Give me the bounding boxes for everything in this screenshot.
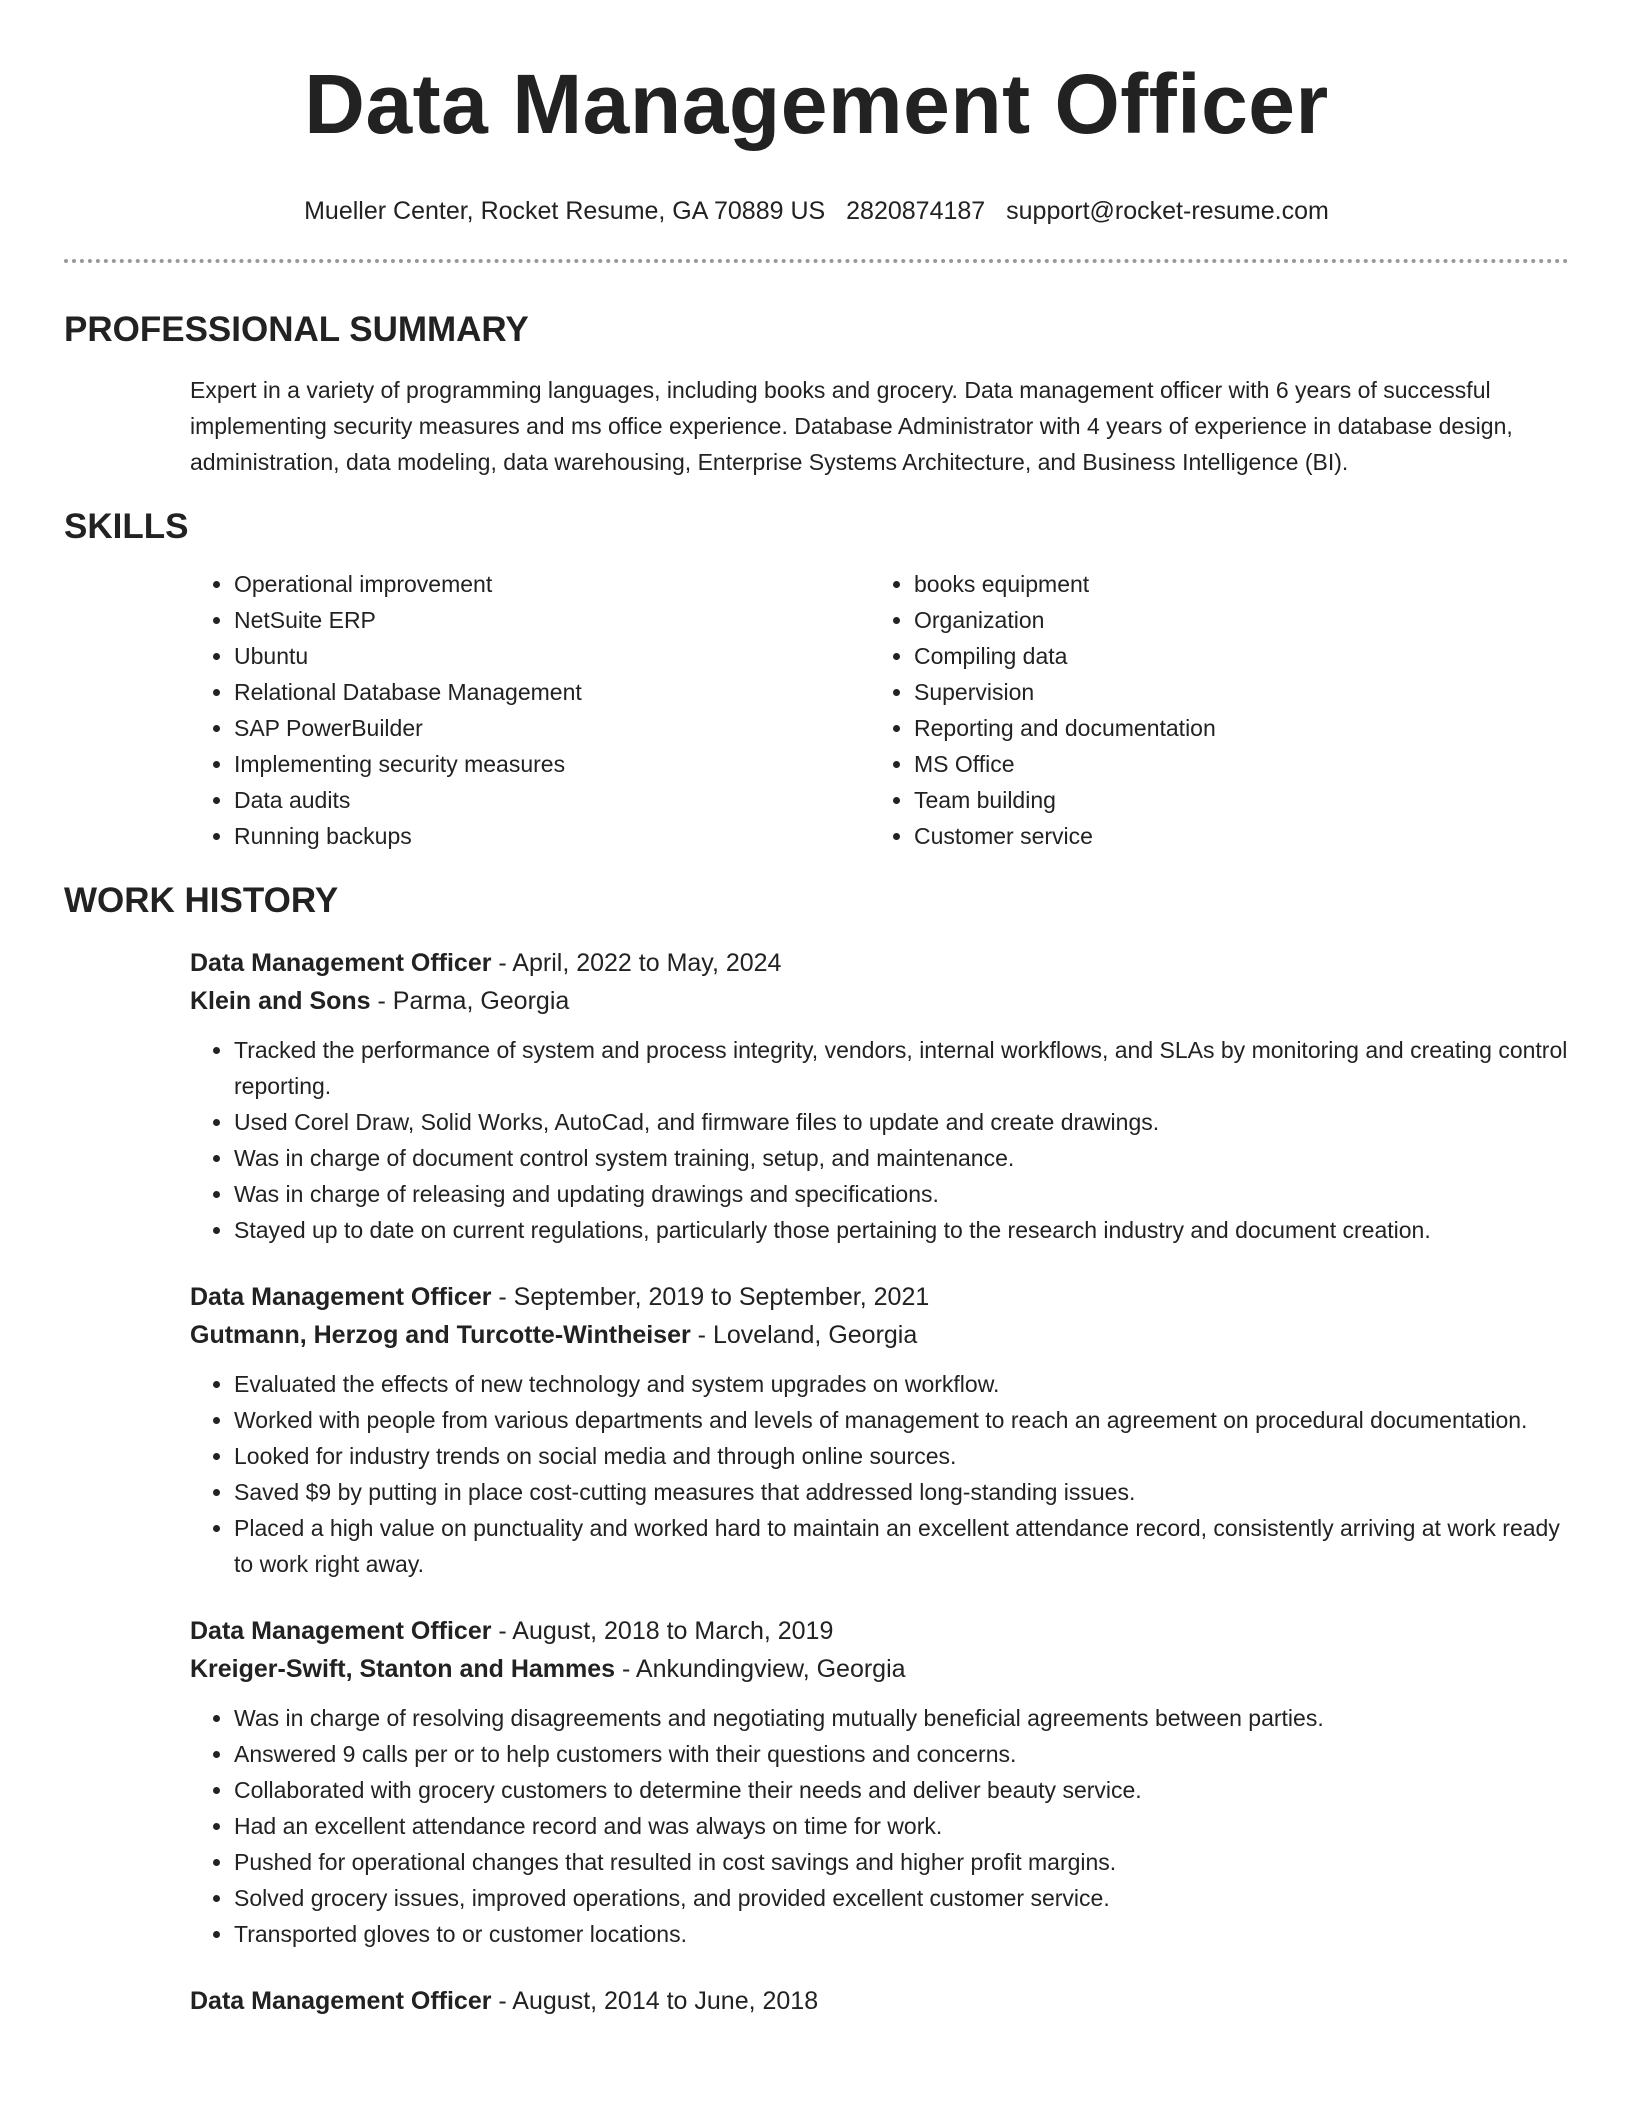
- job-bullets: [190, 1032, 1569, 1248]
- job-location: - Parma, Georgia: [370, 987, 570, 1015]
- job-title-line: [190, 1982, 1569, 2020]
- skills-column-1: [190, 566, 870, 854]
- skills-column-2: [870, 566, 1216, 854]
- job-entry: [190, 944, 1569, 1248]
- job-bullet: • Used Corel Draw, Solid Works, AutoCad, and firmware files to update and create drawings.: [234, 1104, 1569, 1140]
- job-role: Data Management Officer: [190, 1617, 492, 1645]
- job-location: - Loveland, Georgia: [690, 1321, 918, 1349]
- contact-address: Mueller Center, Rocket Resume, GA 70889 US: [304, 197, 826, 225]
- contact-line: [64, 196, 1569, 226]
- skill-item: • SAP PowerBuilder: [234, 710, 870, 746]
- job-bullet: • Had an excellent attendance record and was always on time for work.: [234, 1808, 1569, 1844]
- job-location: - Ankundingview, Georgia: [615, 1655, 906, 1683]
- contact-email: support@rocket-resume.com: [1006, 197, 1329, 225]
- job-company-line: [190, 1316, 1569, 1354]
- job-dates: - September, 2019 to September, 2021: [491, 1283, 930, 1311]
- work-history-heading: WORK HISTORY: [64, 881, 339, 920]
- job-bullets: [190, 1366, 1569, 1582]
- job-bullet: • Collaborated with grocery customers to determine their needs and deliver beauty service.: [234, 1772, 1569, 1808]
- skill-item: • Relational Database Management: [234, 674, 870, 710]
- skill-item: • Data audits: [234, 782, 870, 818]
- skill-item: • Running backups: [234, 818, 870, 854]
- job-company: Klein and Sons: [190, 987, 371, 1015]
- job-dates: - August, 2018 to March, 2019: [491, 1617, 834, 1645]
- skill-item: • Operational improvement: [234, 566, 870, 602]
- job-company-line: [190, 1650, 1569, 1688]
- job-dates: - August, 2014 to June, 2018: [491, 1987, 819, 2015]
- skill-item: • NetSuite ERP: [234, 602, 870, 638]
- skill-item: • Supervision: [914, 674, 1216, 710]
- job-entry: [190, 1612, 1569, 1952]
- skill-item: • books equipment: [914, 566, 1216, 602]
- job-bullet: • Was in charge of document control system training, setup, and maintenance.: [234, 1140, 1569, 1176]
- skill-item: • Customer service: [914, 818, 1216, 854]
- job-title-line: [190, 1612, 1569, 1650]
- contact-phone: 2820874187: [846, 197, 986, 225]
- job-bullet: • Was in charge of resolving disagreements and negotiating mutually beneficial agreements between parties.: [234, 1700, 1569, 1736]
- job-bullet: • Answered 9 calls per or to help customers with their questions and concerns.: [234, 1736, 1569, 1772]
- resume-page: [64, 0, 1569, 2020]
- job-bullet: • Tracked the performance of system and process integrity, vendors, internal workflows, and SLAs by monitoring and creating control reporting.: [234, 1032, 1569, 1104]
- skill-item: • Reporting and documentation: [914, 710, 1216, 746]
- job-company-line: [190, 982, 1569, 1020]
- job-dates: - April, 2022 to May, 2024: [491, 949, 782, 977]
- job-bullet: • Was in charge of releasing and updating drawings and specifications.: [234, 1176, 1569, 1212]
- skills-heading: SKILLS: [64, 507, 189, 546]
- summary-text: Expert in a variety of programming languages, including books and grocery. Data management officer with 6 years of successful implementing security measures and ms office experience. Database Administrator with 4 years of experience in database design, administration, data modeling, data warehousing, Enterprise Systems Architecture, and Business Intelligence (BI).: [190, 377, 1513, 475]
- job-title-line: [190, 944, 1569, 982]
- job-bullet: • Transported gloves to or customer locations.: [234, 1916, 1569, 1952]
- job-title-line: [190, 1278, 1569, 1316]
- skill-item: • Implementing security measures: [234, 746, 870, 782]
- skill-item: • Compiling data: [914, 638, 1216, 674]
- job-role: Data Management Officer: [190, 1283, 492, 1311]
- job-bullets: [190, 1700, 1569, 1952]
- job-bullet: • Worked with people from various departments and levels of management to reach an agreement on procedural documentation.: [234, 1402, 1569, 1438]
- job-bullet: • Saved $9 by putting in place cost-cutting measures that addressed long-standing issues.: [234, 1474, 1569, 1510]
- job-role: Data Management Officer: [190, 1987, 492, 2015]
- job-bullet: • Evaluated the effects of new technology and system upgrades on workflow.: [234, 1366, 1569, 1402]
- job-entry: [190, 1982, 1569, 2020]
- skill-item: • Team building: [914, 782, 1216, 818]
- skill-item: • Organization: [914, 602, 1216, 638]
- header-divider: [64, 259, 1569, 263]
- job-entry: [190, 1278, 1569, 1582]
- job-bullet: • Looked for industry trends on social media and through online sources.: [234, 1438, 1569, 1474]
- summary-heading: PROFESSIONAL SUMMARY: [64, 310, 529, 349]
- skill-item: • Ubuntu: [234, 638, 870, 674]
- job-role: Data Management Officer: [190, 949, 492, 977]
- job-bullet: • Pushed for operational changes that resulted in cost savings and higher profit margins.: [234, 1844, 1569, 1880]
- skill-item: • MS Office: [914, 746, 1216, 782]
- job-bullet: • Stayed up to date on current regulations, particularly those pertaining to the research industry and document creation.: [234, 1212, 1569, 1248]
- job-company: Kreiger-Swift, Stanton and Hammes: [190, 1655, 616, 1683]
- skills-list: [190, 566, 1569, 854]
- resume-name: Data Management Officer: [304, 57, 1329, 151]
- job-company: Gutmann, Herzog and Turcotte-Wintheiser: [190, 1321, 691, 1349]
- job-bullet: • Placed a high value on punctuality and worked hard to maintain an excellent attendance record, consistently arriving at work ready to work right away.: [234, 1510, 1569, 1582]
- job-bullet: • Solved grocery issues, improved operations, and provided excellent customer service.: [234, 1880, 1569, 1916]
